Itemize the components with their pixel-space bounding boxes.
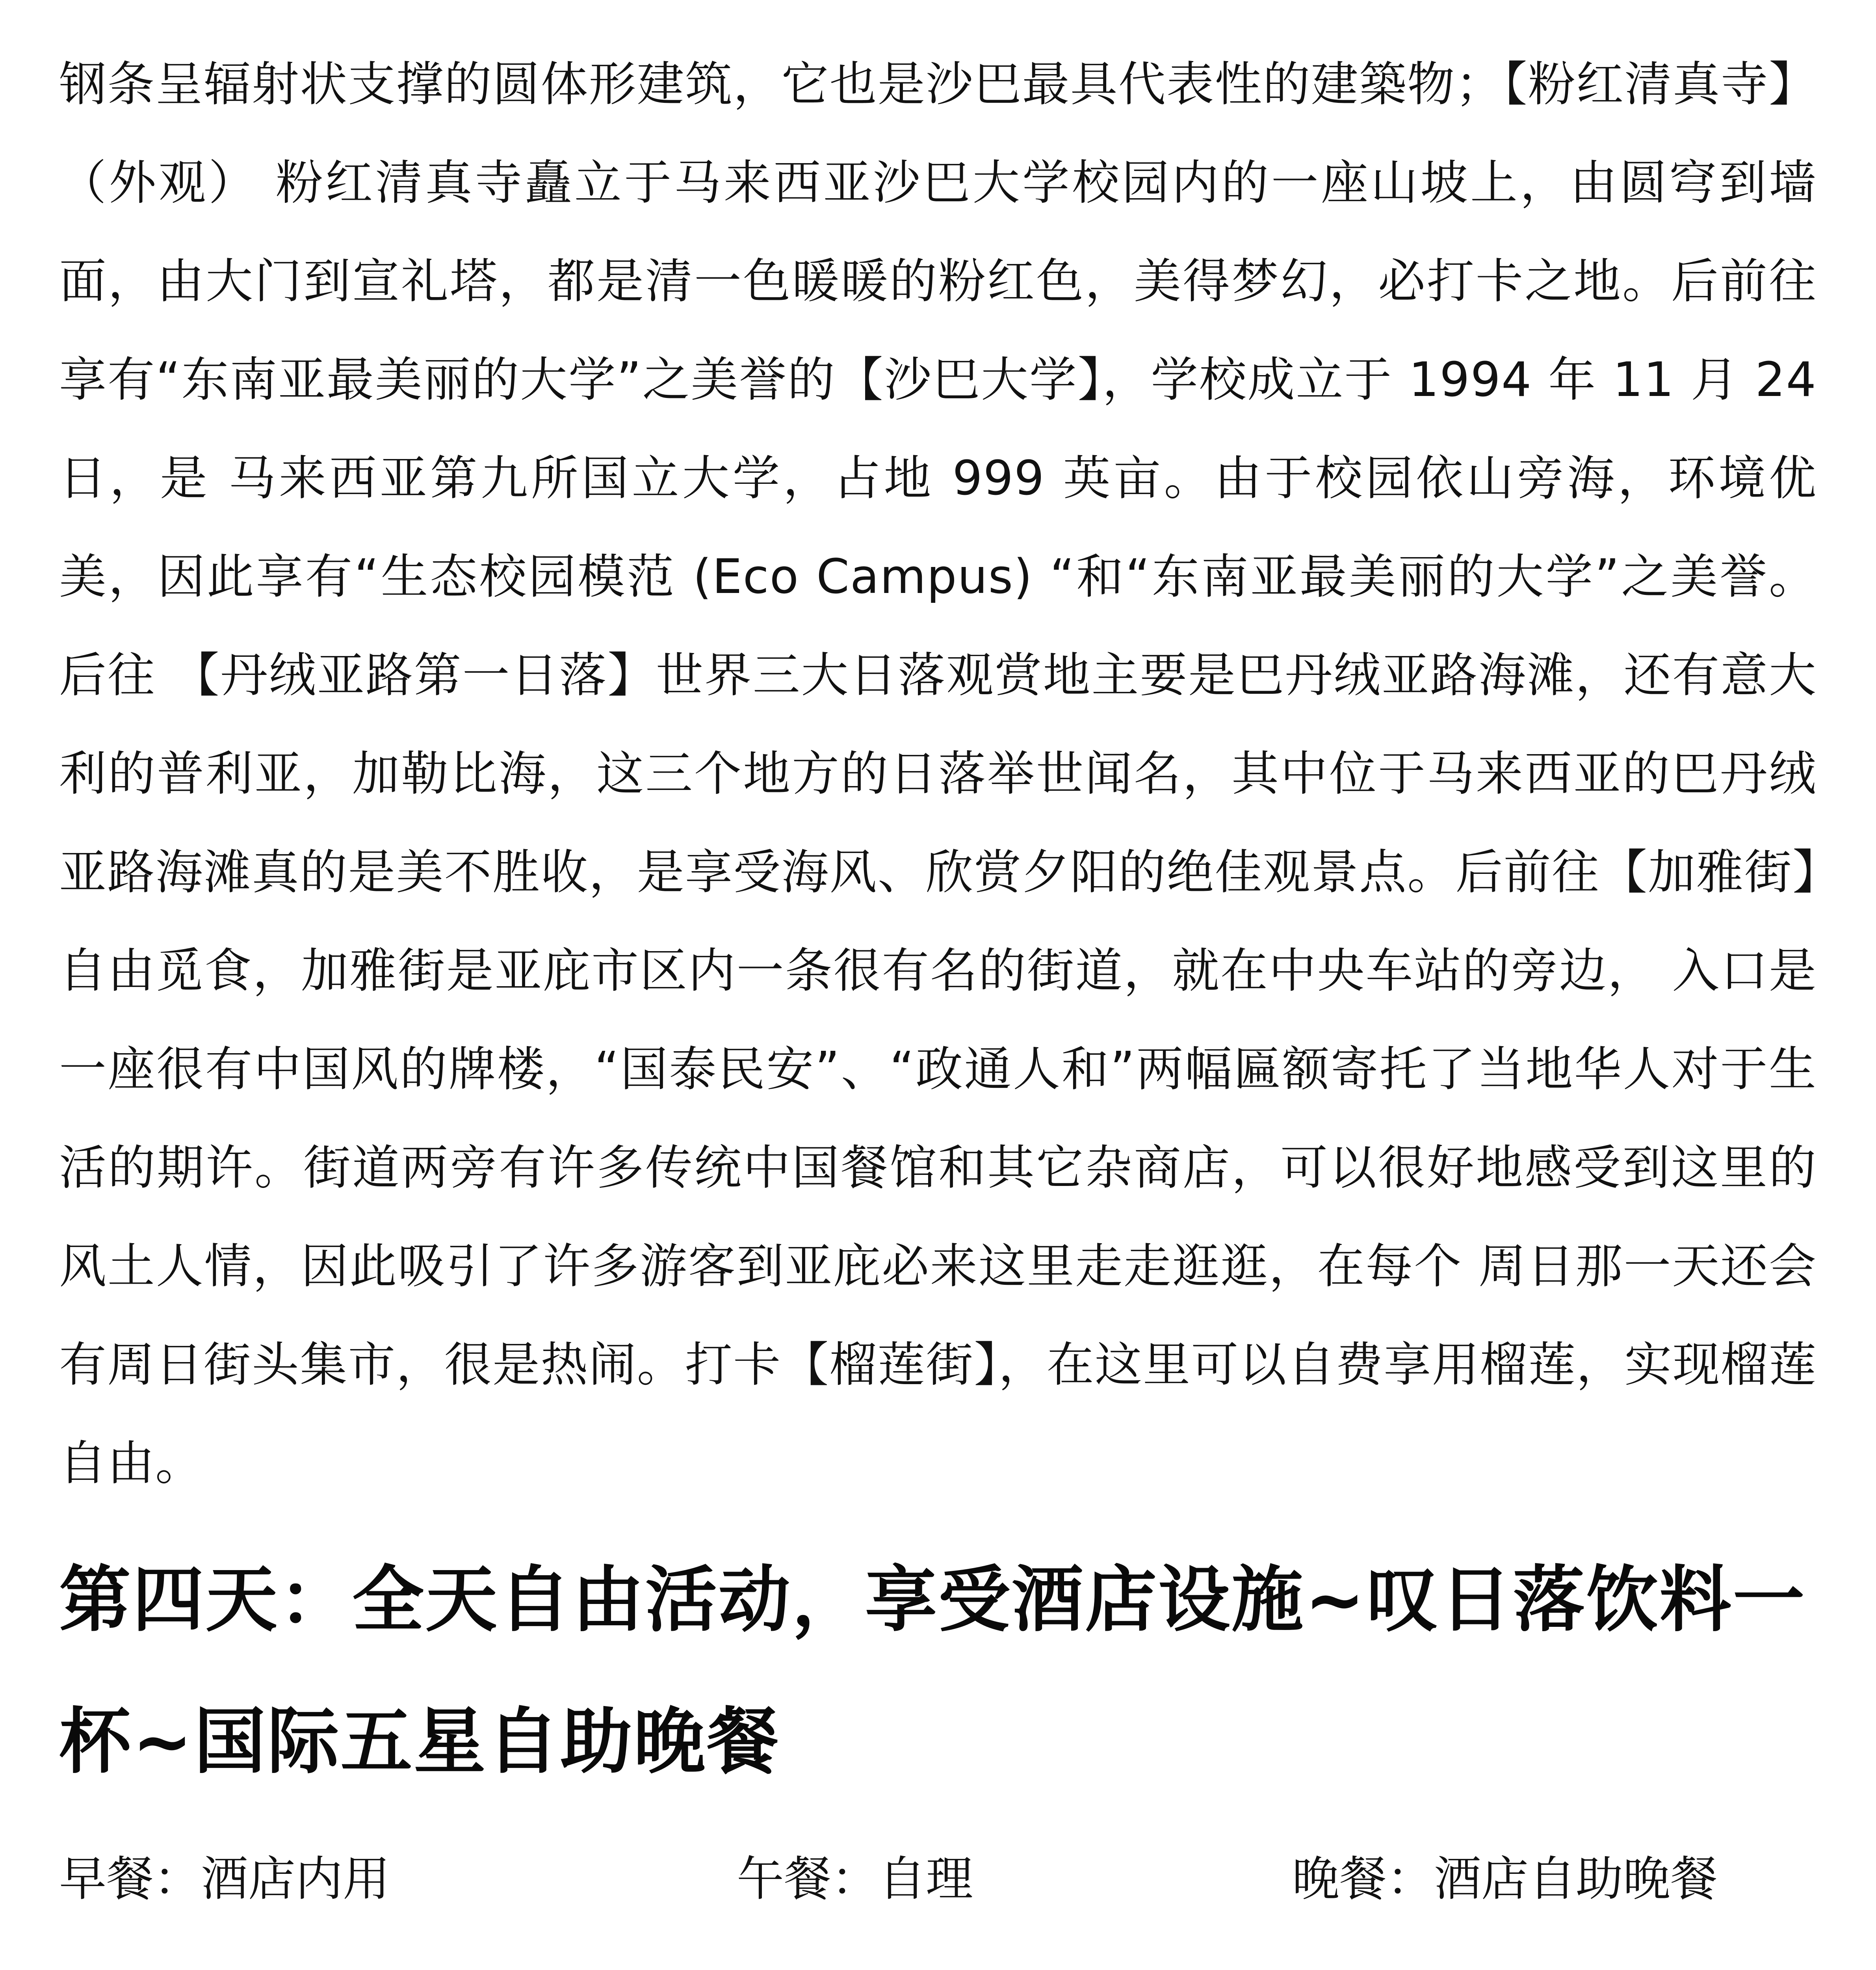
accommodation-info bbox=[59, 1942, 1817, 1970]
dinner-info: 晚餐：酒店自助晚餐 bbox=[1292, 1852, 1718, 1907]
breakfast-info: 早餐：酒店内用 bbox=[59, 1852, 390, 1907]
lunch-info: 午餐：自理 bbox=[737, 1852, 973, 1907]
meals-row bbox=[59, 1824, 1817, 1935]
day4-heading: 第四天：全天自由活动，享受酒店设施~叹日落饮料一杯~国际五星自助晚餐 bbox=[59, 1558, 1806, 1783]
intro-paragraph: 钢条呈辐射状支撑的圆体形建筑，它也是沙巴最具代表性的建築物；【粉红清真寺】（外观） 粉红清真寺矗立于马来西亚沙巴大学校园内的一座山坡上，由圆穹到墙面，由大门到宣礼塔，都是清一色暖暖的粉红色，美得梦幻，必打卡之地。后前往享有“东南亚最美丽的大学”之美誉的【沙巴大学】，学校成立于 1994 年 11 月 24 日，是 马来西亚第九所国立大学，占地 999 英亩。由于校园依山旁海，环境优美，因此享有“生态校园模范 (Eco Campus) “和“东南亚最美丽的大学”之美誉。后往 【丹绒亚路第一日落】世界三大日落观赏地主要是巴丹绒亚路海滩，还有意大利的普利亚，加勒比海，这三个地方的日落举世闻名，其中位于马来西亚的巴丹绒 亚路海滩真的是美不胜收，是享受海风、欣赏夕阳的绝佳观景点。后前往【加雅街】自由觅食，加雅街是亚庇市区内一条很有名的街道，就在中央车站的旁边， 入口是一座很有中国风的牌楼，“国泰民安”、“政通人和”两幅匾额寄托了当地华人对于生活的期许。街道两旁有许多传统中国餐馆和其它杂商店，可以很好地感受到这里的风土人情，因此吸引了许多游客到亚庇必来这里走走逛逛，在每个 周日那一天还会有周日街头集市，很是热闹。打卡【榴莲街】，在这里可以自费享用榴莲，实现榴莲自由。 bbox=[59, 57, 1817, 1491]
document-page bbox=[59, 0, 1817, 1970]
